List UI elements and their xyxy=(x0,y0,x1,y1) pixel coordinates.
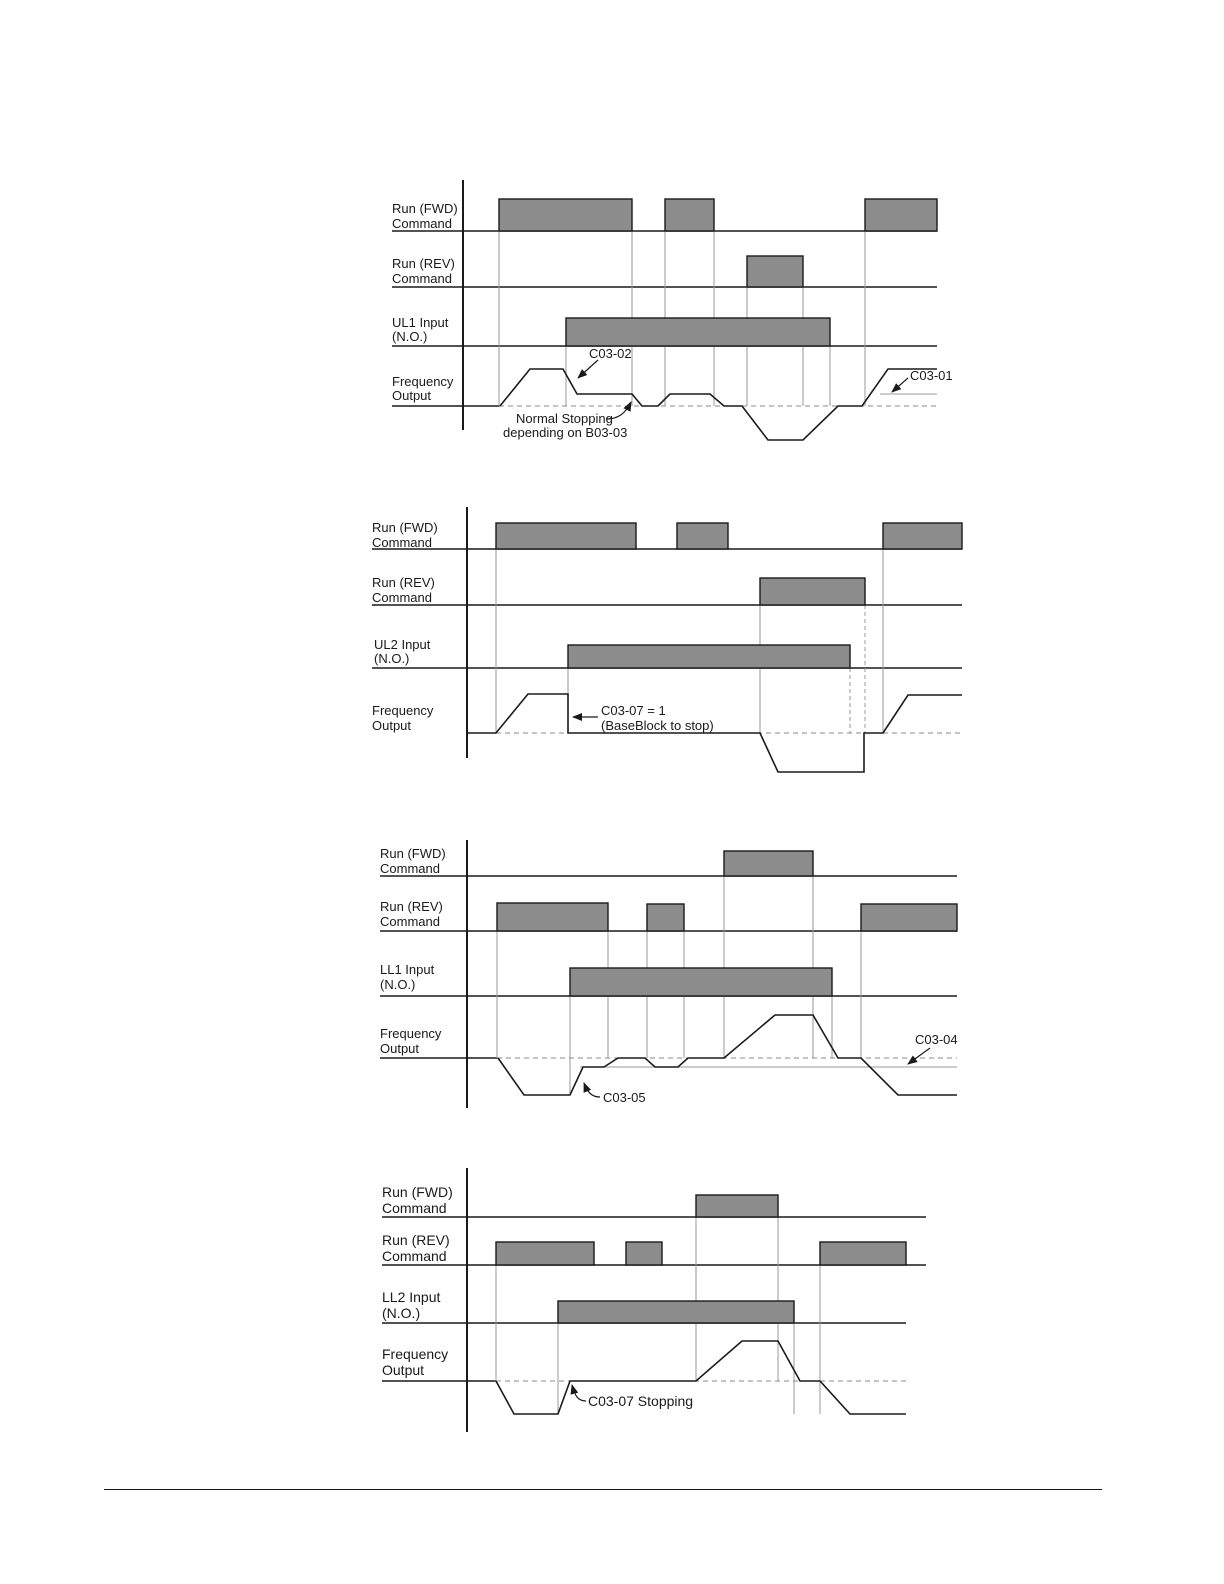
row-label: Command xyxy=(380,914,440,929)
row-label: Command xyxy=(382,1200,447,1216)
row-label: Output xyxy=(382,1362,425,1378)
annotation-label: depending on B03-03 xyxy=(503,425,628,440)
fwd-pulse xyxy=(496,523,636,549)
row-label: (N.O.) xyxy=(380,977,416,992)
footer-rule xyxy=(104,1489,1102,1490)
rev-pulse xyxy=(760,578,865,605)
annotation-label: C03-05 xyxy=(603,1090,646,1105)
row-label: (N.O.) xyxy=(374,651,410,666)
rev-pulse xyxy=(861,904,957,931)
fwd-pulse xyxy=(665,199,714,231)
row-label: Frequency xyxy=(380,1026,442,1041)
row-label: Run (REV) xyxy=(382,1232,450,1248)
rev-pulse xyxy=(647,904,684,931)
row-label: Frequency xyxy=(372,703,434,718)
row-label: Output xyxy=(380,1041,420,1056)
vertical-guides xyxy=(496,549,883,733)
annotation-label: C03-01 xyxy=(910,368,953,383)
rev-pulse xyxy=(497,903,608,931)
row-label: Command xyxy=(372,590,432,605)
row-label: Run (REV) xyxy=(380,899,443,914)
row-label: Output xyxy=(392,388,432,403)
row-label: LL1 Input xyxy=(380,962,435,977)
row-label: Command xyxy=(392,271,452,286)
timing-diagram-1 xyxy=(392,180,953,440)
row-label: Run (FWD) xyxy=(392,201,458,216)
fwd-pulse xyxy=(865,199,937,231)
row-label: (N.O.) xyxy=(382,1305,421,1321)
row-label: Frequency xyxy=(392,374,454,389)
row-label: (N.O.) xyxy=(392,329,428,344)
row-label: Run (REV) xyxy=(372,575,435,590)
annotation-arrow xyxy=(578,360,598,378)
input-pulse xyxy=(568,645,850,668)
row-label: UL2 Input xyxy=(374,637,431,652)
rev-pulse xyxy=(747,256,803,287)
annotation-label: C03-04 xyxy=(915,1032,958,1047)
fwd-pulse xyxy=(883,523,962,549)
annotation-arrow xyxy=(572,1385,586,1401)
row-label: Command xyxy=(392,216,452,231)
annotation-label: (BaseBlock to stop) xyxy=(601,718,714,733)
input-pulse xyxy=(570,968,832,996)
row-label: LL2 Input xyxy=(382,1289,441,1305)
rev-pulse xyxy=(820,1242,906,1265)
fwd-pulse xyxy=(724,851,813,876)
row-label: Command xyxy=(372,535,432,550)
annotation-arrow xyxy=(892,378,908,392)
row-label: Run (REV) xyxy=(392,256,455,271)
input-pulse xyxy=(558,1301,794,1323)
rev-pulse xyxy=(626,1242,662,1265)
timing-diagram-4 xyxy=(382,1168,926,1432)
row-label: Run (FWD) xyxy=(372,520,438,535)
annotation-arrow xyxy=(584,1083,600,1097)
annotation-label: C03-07 Stopping xyxy=(588,1393,694,1409)
input-pulse xyxy=(566,318,830,346)
fwd-pulse xyxy=(677,523,728,549)
frequency-output-wave xyxy=(498,1015,957,1095)
row-label: Run (FWD) xyxy=(380,846,446,861)
annotation-label: Normal Stopping xyxy=(516,411,613,426)
annotation-label: C03-02 xyxy=(589,346,632,361)
timing-diagram-3 xyxy=(380,840,958,1108)
row-label: Run (FWD) xyxy=(382,1184,453,1200)
row-label: UL1 Input xyxy=(392,315,449,330)
fwd-pulse xyxy=(696,1195,778,1217)
annotation-label: C03-07 = 1 xyxy=(601,703,666,718)
annotation-arrow xyxy=(908,1048,930,1064)
row-label: Output xyxy=(372,718,412,733)
rev-pulse xyxy=(496,1242,594,1265)
timing-diagram-2 xyxy=(372,507,962,772)
row-label: Command xyxy=(382,1248,447,1264)
fwd-pulse xyxy=(499,199,632,231)
row-label: Command xyxy=(380,861,440,876)
row-label: Frequency xyxy=(382,1346,449,1362)
